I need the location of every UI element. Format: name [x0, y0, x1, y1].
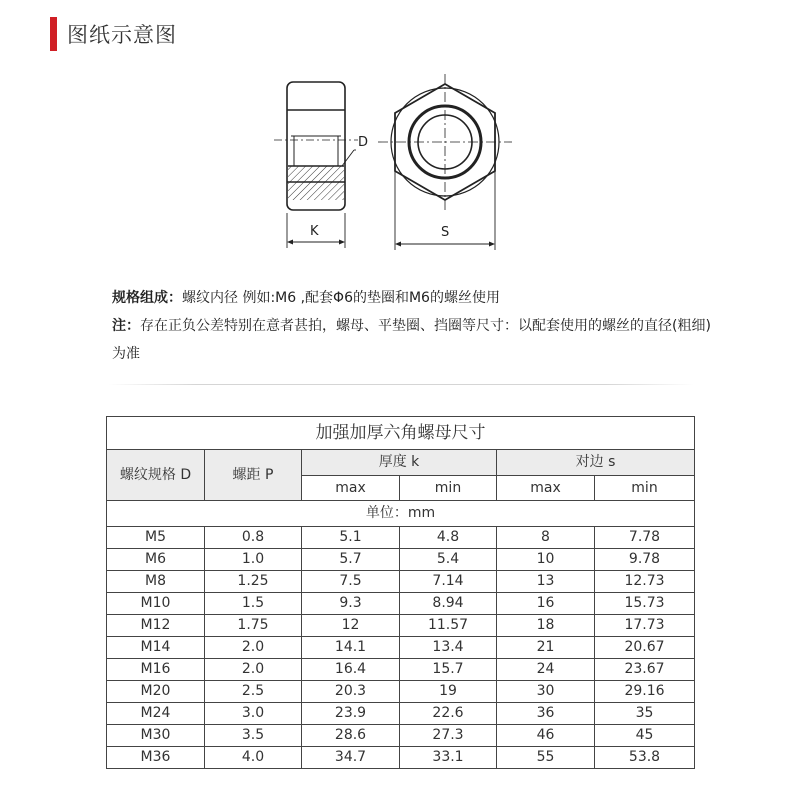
s-max-cell: 30: [497, 681, 595, 703]
thread-cell: M14: [107, 637, 205, 659]
k-min-cell: 13.4: [400, 637, 497, 659]
k-max-cell: 7.5: [302, 571, 400, 593]
table-row: [107, 703, 695, 725]
nut-drawing: [260, 70, 540, 260]
pitch-cell: 2.0: [205, 659, 302, 681]
s-min-cell: 12.73: [595, 571, 695, 593]
s-min-cell: 7.78: [595, 527, 695, 549]
accent-bar: [50, 17, 57, 51]
table-row: [107, 593, 695, 615]
k-min-cell: 15.7: [400, 659, 497, 681]
k-min-cell: 8.94: [400, 593, 497, 615]
s-min-cell: 45: [595, 725, 695, 747]
pitch-cell: 1.75: [205, 615, 302, 637]
s-max-cell: 21: [497, 637, 595, 659]
spec-text: 螺纹内径 例如:M6 ,配套Φ6的垫圈和M6的螺丝使用: [182, 290, 500, 306]
s-max-cell: 8: [497, 527, 595, 549]
table-row: [107, 527, 695, 549]
s-max-cell: 55: [497, 747, 595, 769]
thread-cell: M10: [107, 593, 205, 615]
nut-top-view: [378, 74, 512, 250]
header-thread: 螺纹规格 D: [107, 450, 205, 501]
k-max-cell: 9.3: [302, 593, 400, 615]
k-min-cell: 22.6: [400, 703, 497, 725]
header-pitch: 螺距 P: [205, 450, 302, 501]
thread-cell: M8: [107, 571, 205, 593]
note-line: [112, 312, 712, 368]
pitch-cell: 3.0: [205, 703, 302, 725]
s-max-cell: 10: [497, 549, 595, 571]
header-s-min: min: [595, 476, 695, 501]
section-header: [50, 16, 177, 52]
thread-cell: M12: [107, 615, 205, 637]
s-max-cell: 16: [497, 593, 595, 615]
pitch-cell: 1.5: [205, 593, 302, 615]
header-k-max: max: [302, 476, 400, 501]
s-max-cell: 46: [497, 725, 595, 747]
unit-label: 单位：mm: [107, 501, 695, 527]
s-max-cell: 13: [497, 571, 595, 593]
k-max-cell: 16.4: [302, 659, 400, 681]
table-row: [107, 725, 695, 747]
header-thickness: 厚度 k: [302, 450, 497, 476]
label-s: S: [441, 225, 450, 240]
note-label: 注：: [112, 318, 140, 334]
s-min-cell: 9.78: [595, 549, 695, 571]
spec-line: [112, 284, 712, 312]
section-title: 图纸示意图: [67, 23, 177, 47]
table-row: [107, 549, 695, 571]
k-max-cell: 12: [302, 615, 400, 637]
s-min-cell: 53.8: [595, 747, 695, 769]
table-row: [107, 747, 695, 769]
label-k: K: [310, 224, 319, 239]
k-max-cell: 5.1: [302, 527, 400, 549]
k-min-cell: 5.4: [400, 549, 497, 571]
k-max-cell: 23.9: [302, 703, 400, 725]
note-text: 存在正负公差特别在意者甚拍，螺母、平垫圈、挡圈等尺寸：以配套使用的螺丝的直径(粗细)为准: [112, 318, 711, 362]
s-min-cell: 23.67: [595, 659, 695, 681]
table-row: [107, 659, 695, 681]
s-max-cell: 18: [497, 615, 595, 637]
thread-cell: M30: [107, 725, 205, 747]
pitch-cell: 4.0: [205, 747, 302, 769]
k-min-cell: 27.3: [400, 725, 497, 747]
pitch-cell: 2.0: [205, 637, 302, 659]
k-max-cell: 20.3: [302, 681, 400, 703]
k-max-cell: 28.6: [302, 725, 400, 747]
pitch-cell: 1.25: [205, 571, 302, 593]
header-k-min: min: [400, 476, 497, 501]
pitch-cell: 1.0: [205, 549, 302, 571]
s-min-cell: 15.73: [595, 593, 695, 615]
header-across-flats: 对边 s: [497, 450, 695, 476]
k-min-cell: 7.14: [400, 571, 497, 593]
label-d: D: [358, 135, 369, 150]
table-row: [107, 615, 695, 637]
thread-cell: M5: [107, 527, 205, 549]
spec-notes: [112, 284, 712, 368]
s-max-cell: 36: [497, 703, 595, 725]
s-max-cell: 24: [497, 659, 595, 681]
divider: [108, 384, 694, 385]
table-title: 加强加厚六角螺母尺寸: [107, 417, 695, 450]
pitch-cell: 0.8: [205, 527, 302, 549]
k-max-cell: 5.7: [302, 549, 400, 571]
k-max-cell: 14.1: [302, 637, 400, 659]
s-min-cell: 17.73: [595, 615, 695, 637]
table-row: [107, 637, 695, 659]
nut-size-table: [106, 416, 695, 769]
k-max-cell: 34.7: [302, 747, 400, 769]
pitch-cell: 2.5: [205, 681, 302, 703]
thread-cell: M6: [107, 549, 205, 571]
thread-cell: M36: [107, 747, 205, 769]
thread-cell: M16: [107, 659, 205, 681]
pitch-cell: 3.5: [205, 725, 302, 747]
k-min-cell: 4.8: [400, 527, 497, 549]
k-min-cell: 11.57: [400, 615, 497, 637]
header-s-max: max: [497, 476, 595, 501]
k-min-cell: 19: [400, 681, 497, 703]
table-row: [107, 681, 695, 703]
s-min-cell: 35: [595, 703, 695, 725]
s-min-cell: 29.16: [595, 681, 695, 703]
thread-cell: M20: [107, 681, 205, 703]
s-min-cell: 20.67: [595, 637, 695, 659]
spec-label: 规格组成：: [112, 290, 182, 306]
table-row: [107, 571, 695, 593]
k-min-cell: 33.1: [400, 747, 497, 769]
thread-cell: M24: [107, 703, 205, 725]
